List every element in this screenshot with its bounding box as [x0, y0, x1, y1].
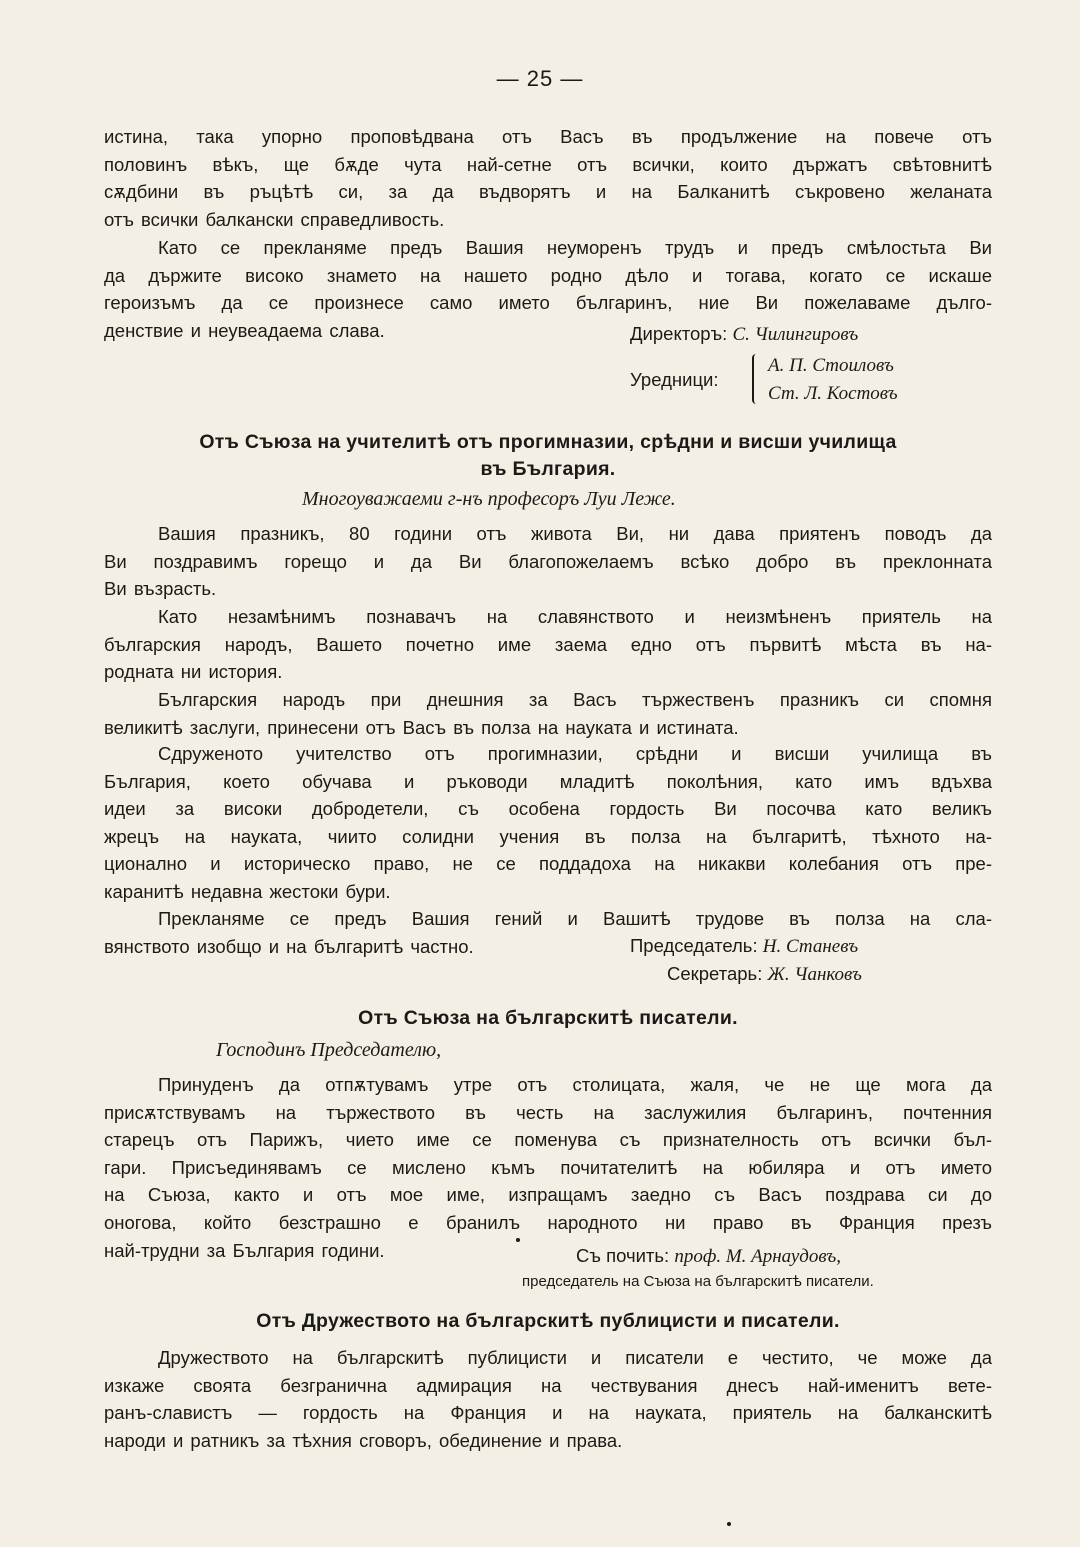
section2-paragraph5 [104, 905, 992, 960]
editor-name-2: Ст. Л. Костовъ [768, 383, 898, 404]
text-line: сѫдбини въ ръцѣтѣ си, за да въдворятъ и на Балканитѣ съкровено желаната [104, 181, 992, 203]
editor-name-1: А. П. Стоиловъ [768, 355, 894, 376]
text-line: каранитѣ недавна жестоки бури. [104, 880, 391, 902]
secretary-label: Секретарь: [667, 963, 763, 984]
chairman-signature [630, 932, 858, 960]
section2-paragraph1 [104, 520, 992, 603]
text-line: ранъ-славистъ — гордость на Франция и на науката, приятель на балканскитѣ [104, 1402, 992, 1424]
text-line: ционално и историческо право, не се поддадоха на никакви колебания отъ пре- [104, 853, 992, 875]
text-line: жрецъ на науката, чиито солидни учения въ полза на българитѣ, тѣхното на- [104, 825, 992, 847]
chairman-name: Н. Станевъ [762, 936, 859, 957]
text-line: българския народъ, Вашето почетно име заема едно отъ първитѣ мѣста въ на- [104, 633, 992, 655]
text-line: Ви възрасть. [104, 578, 217, 600]
page-number: — 25 — [496, 66, 584, 91]
text-line: Сдруженото учителство отъ прогимназии, срѣдни и висши училища въ [158, 743, 992, 764]
text-line: Дружеството на българскитѣ публицисти и писатели е честито, че може да [158, 1347, 992, 1368]
closing-label: Съ почить: [576, 1245, 670, 1266]
editors-label: Уредници: [630, 369, 719, 390]
text-line: родната ни история. [104, 661, 283, 683]
text-line: героизъмъ да се произнесе само името българинъ, ние Ви пожелаваме дълго- [104, 292, 992, 314]
text-line: присѫтствувамъ на тържеството въ честь на заслужилия българинъ, почтенния [104, 1101, 992, 1123]
section2-heading-line2: въ България. [480, 458, 616, 480]
secretary-name: Ж. Чанковъ [767, 964, 862, 985]
secretary-signature [667, 960, 862, 988]
text-line: Българския народъ при днешния за Васъ тържественъ празникъ си спомня [158, 689, 992, 710]
text-line: истина, така упорно проповѣдвана отъ Васъ въ продължение на повече отъ [104, 126, 992, 147]
text-line: оногова, който безстрашно е бранилъ народното ни право въ Франция презъ [104, 1211, 992, 1233]
chairman-label: Председатель: [630, 935, 758, 956]
closing-signature [576, 1242, 841, 1270]
section3-paragraph [104, 1071, 992, 1264]
text-line: великитѣ заслуги, принесени отъ Васъ въ полза на науката и истината. [104, 716, 739, 738]
text-line: народи и ратникъ за тѣхния сговоръ, обединение и права. [104, 1429, 623, 1451]
text-line: Принуденъ да отпѫтувамъ утре отъ столицата, жаля, че не ще мога да [158, 1074, 992, 1095]
text-line: най-трудни за България години. [104, 1239, 385, 1261]
section2-paragraph2 [104, 603, 992, 686]
section2-paragraph4 [104, 740, 992, 906]
section2-salutation: Многоуважаеми г-нъ професоръ Луи Леже. [302, 488, 676, 510]
section4-paragraph [104, 1344, 992, 1454]
text-line: вянството изобщо и на българитѣ частно. [104, 935, 474, 957]
section4-heading: Отъ Дружеството на българскитѣ публицисти и писатели. [256, 1310, 840, 1332]
text-line: отъ всички балкански справедливость. [104, 208, 445, 230]
text-line: Като се прекланяме предъ Вашия неуморенъ трудъ и предъ смѣлостьта Ви [158, 237, 992, 258]
closing-title: председатель на Съюза на българскитѣ писатели. [522, 1273, 874, 1290]
text-line: изкаже своята безгранична адмирация на чествувания днесъ най-именитъ вете- [104, 1374, 992, 1396]
brace-symbol [752, 354, 761, 404]
closing-name: проф. М. Арнаудовъ, [674, 1246, 842, 1267]
text-line: идеи за високи добродетели, съ особена гордость Ви посочва като великъ [104, 798, 992, 820]
text-line: да държите високо знамето на нашето родно дѣло и тогава, когато се искаше [104, 264, 992, 286]
ink-speck [516, 1238, 520, 1242]
text-line: Вашия празникъ, 80 години отъ живота Ви, ни дава приятенъ поводъ да [158, 523, 992, 544]
text-line: гари. Присъединявамъ се мислено къмъ почитателитѣ на юбиляра и отъ името [104, 1156, 992, 1178]
text-line: на Съюза, както и отъ мое име, изпращамъ заедно съ Васъ поздрава си до [104, 1184, 992, 1206]
director-label: Директоръ: [630, 323, 728, 344]
section3-heading: Отъ Съюза на българскитѣ писатели. [358, 1007, 738, 1029]
text-line: Ви поздравимъ горещо и да Ви благопожелаемъ всѣко добро въ преклонната [104, 550, 992, 572]
section2-paragraph3 [104, 686, 992, 741]
director-name: С. Чилингировъ [732, 324, 859, 345]
text-line: България, което обучава и ръководи младитѣ поколѣния, като имъ вдъхва [104, 770, 992, 792]
text-line: Като незамѣнимъ познавачъ на славянството и неизмѣненъ приятель на [158, 606, 992, 627]
text-line: Прекланяме се предъ Вашия гений и Вашитѣ трудове въ полза на сла- [158, 908, 992, 929]
ink-speck [727, 1522, 731, 1526]
text-line: денствие и неувеадаема слава. [104, 319, 385, 341]
text-line: половинъ вѣкъ, ще бѫде чута най-сетне отъ всички, които държатъ свѣтовнитѣ [104, 153, 992, 175]
section2-heading-line1: Отъ Съюза на учителитѣ отъ прогимназии, срѣдни и висши училища [199, 431, 897, 453]
section3-salutation: Господинъ Председателю, [216, 1039, 442, 1061]
section1-paragraph1 [104, 123, 992, 233]
section1-paragraph2 [104, 234, 992, 344]
director-signature [630, 320, 858, 348]
text-line: старецъ отъ Парижъ, чието име се поменува съ признателность отъ всички бъл- [104, 1129, 992, 1151]
